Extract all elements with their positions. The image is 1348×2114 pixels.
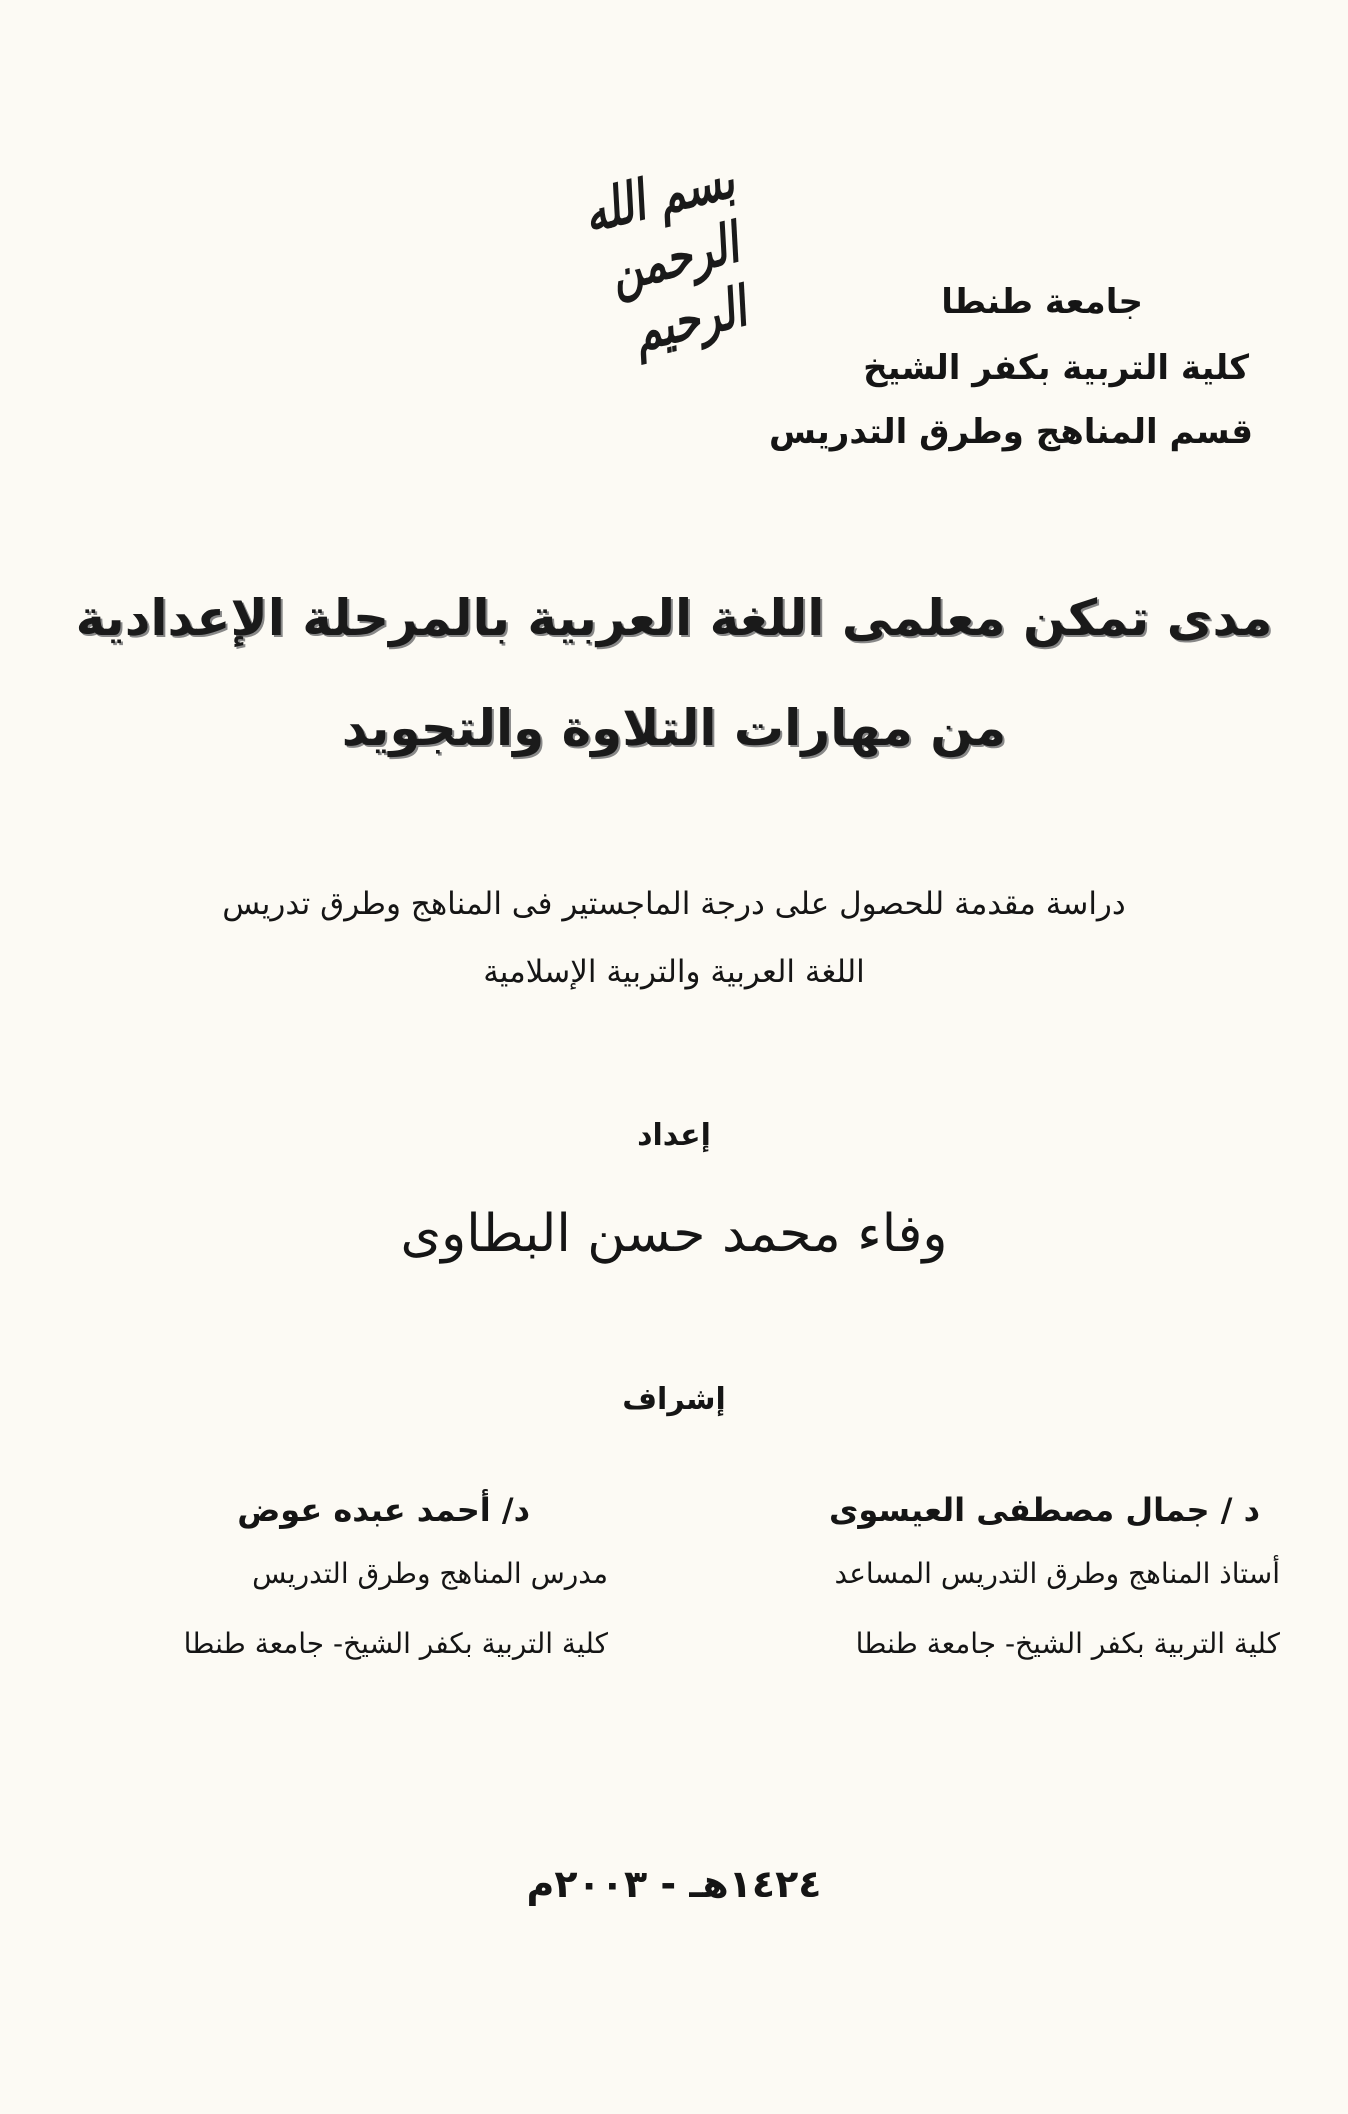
- department-name: قسم المناهج وطرق التدريس: [768, 412, 1253, 452]
- degree-statement: [60, 882, 1288, 994]
- supervisor-affiliation: كلية التربية بكفر الشيخ- جامعة طنطا: [855, 1627, 1280, 1660]
- faculty-name: كلية التربية بكفر الشيخ: [863, 348, 1249, 388]
- basmala-text: بسم الله الرحمن الرحيم: [576, 146, 753, 365]
- supervisor-affiliation: كلية التربية بكفر الشيخ- جامعة طنطا: [183, 1627, 608, 1660]
- thesis-title-line-1: مدى تمكن معلمى اللغة العربية بالمرحلة الإعدادية: [75, 589, 1273, 647]
- university-name: جامعة طنطا: [941, 282, 1143, 322]
- thesis-title: [60, 585, 1288, 761]
- prepared-by-label: إعداد: [637, 1118, 711, 1153]
- supervisor-title: مدرس المناهج وطرق التدريس: [252, 1557, 608, 1590]
- institution-header: [733, 282, 1253, 452]
- basmala-calligraphy: [574, 146, 774, 365]
- supervision-label: إشراف: [622, 1382, 726, 1417]
- supervisor-title: أستاذ المناهج وطرق التدريس المساعد: [834, 1557, 1280, 1590]
- supervisor-card: [720, 1488, 1280, 1664]
- author-name: وفاء محمد حسن البطاوى: [400, 1204, 948, 1264]
- supervisor-name: د/ أحمد عبده عوض: [237, 1491, 530, 1529]
- publication-date: ١٤٢٤هـ - ٢٠٠٣م: [526, 1862, 822, 1906]
- supervisor-name: د / جمال مصطفى العيسوى: [829, 1491, 1260, 1529]
- thesis-title-line-2: من مهارات التلاوة والتجويد: [341, 699, 1007, 757]
- degree-statement-line-2: اللغة العربية والتربية الإسلامية: [483, 954, 865, 990]
- degree-statement-line-1: دراسة مقدمة للحصول على درجة الماجستير فى المناهج وطرق تدريس: [222, 886, 1126, 922]
- supervisor-card: [48, 1488, 608, 1664]
